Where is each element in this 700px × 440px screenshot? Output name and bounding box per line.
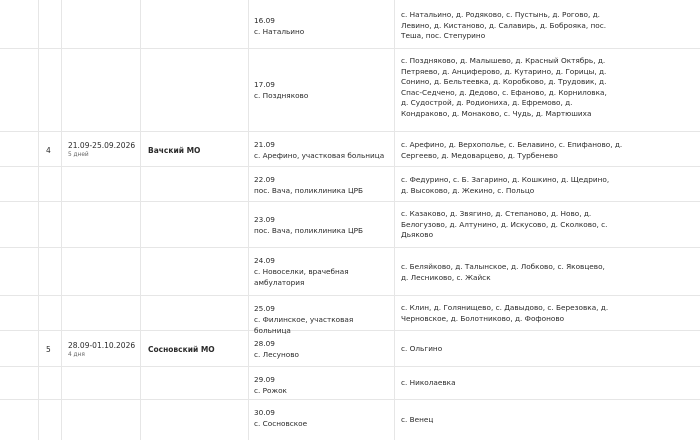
settlements-line: с. Поздняково, д. Малышево, д. Красный Октябрь, д.: [401, 56, 606, 65]
visit-date: 28.09: [254, 339, 275, 348]
visit-location: с. Рожок: [254, 386, 287, 395]
visit-place: [254, 374, 392, 396]
settlements-list: [401, 415, 697, 426]
settlements-line: Белогузово, д. Алтунино, д. Искусово, д. Сколково, с.: [401, 219, 608, 229]
visit-location: с. Филинское, участковая больница: [254, 315, 354, 335]
visit-location: с. Сосновское: [254, 419, 308, 428]
visit-date: 24.09: [254, 256, 275, 265]
table-row: [0, 202, 700, 248]
visit-location: с. Лесуново: [254, 350, 299, 359]
settlements-list: [401, 10, 697, 42]
table-row: [0, 248, 700, 296]
settlements-line: с. Арефино, д. Верхополье, с. Белавино, с. Епифаново, д.: [401, 140, 623, 149]
visit-place: [254, 255, 392, 288]
period-dates: 21.09-25.09.2026: [68, 141, 136, 150]
settlements-line: с. Ольгино: [401, 344, 443, 353]
settlements-list: [401, 344, 697, 355]
settlements-list: [401, 140, 697, 161]
settlements-line: с. Николаевка: [401, 378, 456, 387]
visit-date: 22.09: [254, 175, 275, 184]
settlements-line: Дьяково: [401, 230, 434, 240]
settlements-line: Сергеево, д. Медоварцево, д. Турбенево: [401, 150, 558, 160]
visit-place: [254, 79, 392, 101]
visit-place: [254, 174, 392, 196]
settlements-list: [401, 262, 697, 283]
row-number: 4: [46, 146, 51, 155]
visit-date: 16.09: [254, 16, 275, 25]
visit-location: с. Поздняково: [254, 91, 309, 100]
visit-date: 29.09: [254, 375, 275, 384]
settlements-line: д. Высоково, д. Жекино, с. Польцо: [401, 185, 535, 195]
period-duration: 4 дня: [68, 352, 85, 358]
table-row: [0, 400, 700, 440]
visit-location: пос. Вача, поликлиника ЦРБ: [254, 226, 364, 235]
settlements-list: [401, 303, 697, 324]
visit-place: [254, 214, 392, 236]
table-row: [0, 132, 700, 167]
district-name: Вачский МО: [148, 146, 201, 155]
table-row: [0, 167, 700, 202]
table-row: [0, 331, 700, 367]
visit-date: 25.09: [254, 304, 275, 313]
visit-date: 17.09: [254, 80, 275, 89]
settlements-line: с. Федурино, с. Б. Загарино, д. Кошкино, д. Щедрино,: [401, 175, 610, 184]
period-dates: 28.09-01.10.2026: [68, 341, 136, 350]
row-number: 5: [46, 345, 51, 354]
visit-date: 23.09: [254, 215, 275, 224]
settlements-list: [401, 56, 697, 120]
visit-location: с. Арефино, участковая больница: [254, 151, 385, 160]
settlements-line: с. Натальино, д. Родяково, с. Пустынь, д. Рогово, д.: [401, 10, 600, 19]
settlements-line: Теша, пос. Степурино: [401, 31, 486, 41]
settlements-line: Сонино, д. Бельтеевка, д. Коробково, д. Трудовик, д.: [401, 77, 607, 87]
settlements-list: [401, 378, 697, 389]
settlements-line: Петряево, д. Анциферово, д. Кутарино, д. Горицы, д.: [401, 66, 607, 76]
period-duration: 5 дней: [68, 152, 89, 158]
visit-place: [254, 407, 392, 429]
visit-place: [254, 139, 392, 161]
table-row: [0, 49, 700, 132]
visit-date: 21.09: [254, 140, 275, 149]
settlements-line: с. Венец: [401, 415, 434, 424]
settlements-line: с. Беляйково, д. Талынское, д. Лобково, с. Яковцево,: [401, 262, 605, 271]
table-row: [0, 0, 700, 49]
table-row: [0, 367, 700, 400]
settlements-line: д. Лесниково, с. Жайск: [401, 272, 491, 282]
visit-place: [254, 15, 392, 37]
settlements-line: Кондраково, д. Монаково, с. Чудь, д. Мартюшиха: [401, 108, 592, 118]
settlements-line: с. Клин, д. Голянищево, с. Давыдово, с. Березовка, д.: [401, 303, 609, 312]
settlements-line: Черновское, д. Болотниково, д. Фофоново: [401, 313, 565, 323]
visit-location: с. Новоселки, врачебная амбулатория: [254, 267, 349, 287]
table-row: [0, 296, 700, 335]
visit-place: [254, 338, 392, 360]
visit-location: пос. Вача, поликлиника ЦРБ: [254, 186, 364, 195]
settlements-list: [401, 175, 697, 196]
settlements-list: [401, 209, 697, 241]
settlements-line: с. Казаково, д. Звягино, д. Степаново, д. Ново, д.: [401, 209, 592, 218]
settlements-line: д. Судострой, д. Родиониха, д. Ефремово, д.: [401, 98, 573, 108]
settlements-line: Спас-Седчено, д. Дедово, с. Ефаново, д. Корниловка,: [401, 87, 607, 97]
visit-date: 30.09: [254, 408, 275, 417]
settlements-line: Левино, д. Кистаново, д. Салавирь, д. Боброяка, пос.: [401, 20, 607, 30]
district-name: Сосновский МО: [148, 345, 215, 354]
visit-location: с. Натальино: [254, 27, 305, 36]
